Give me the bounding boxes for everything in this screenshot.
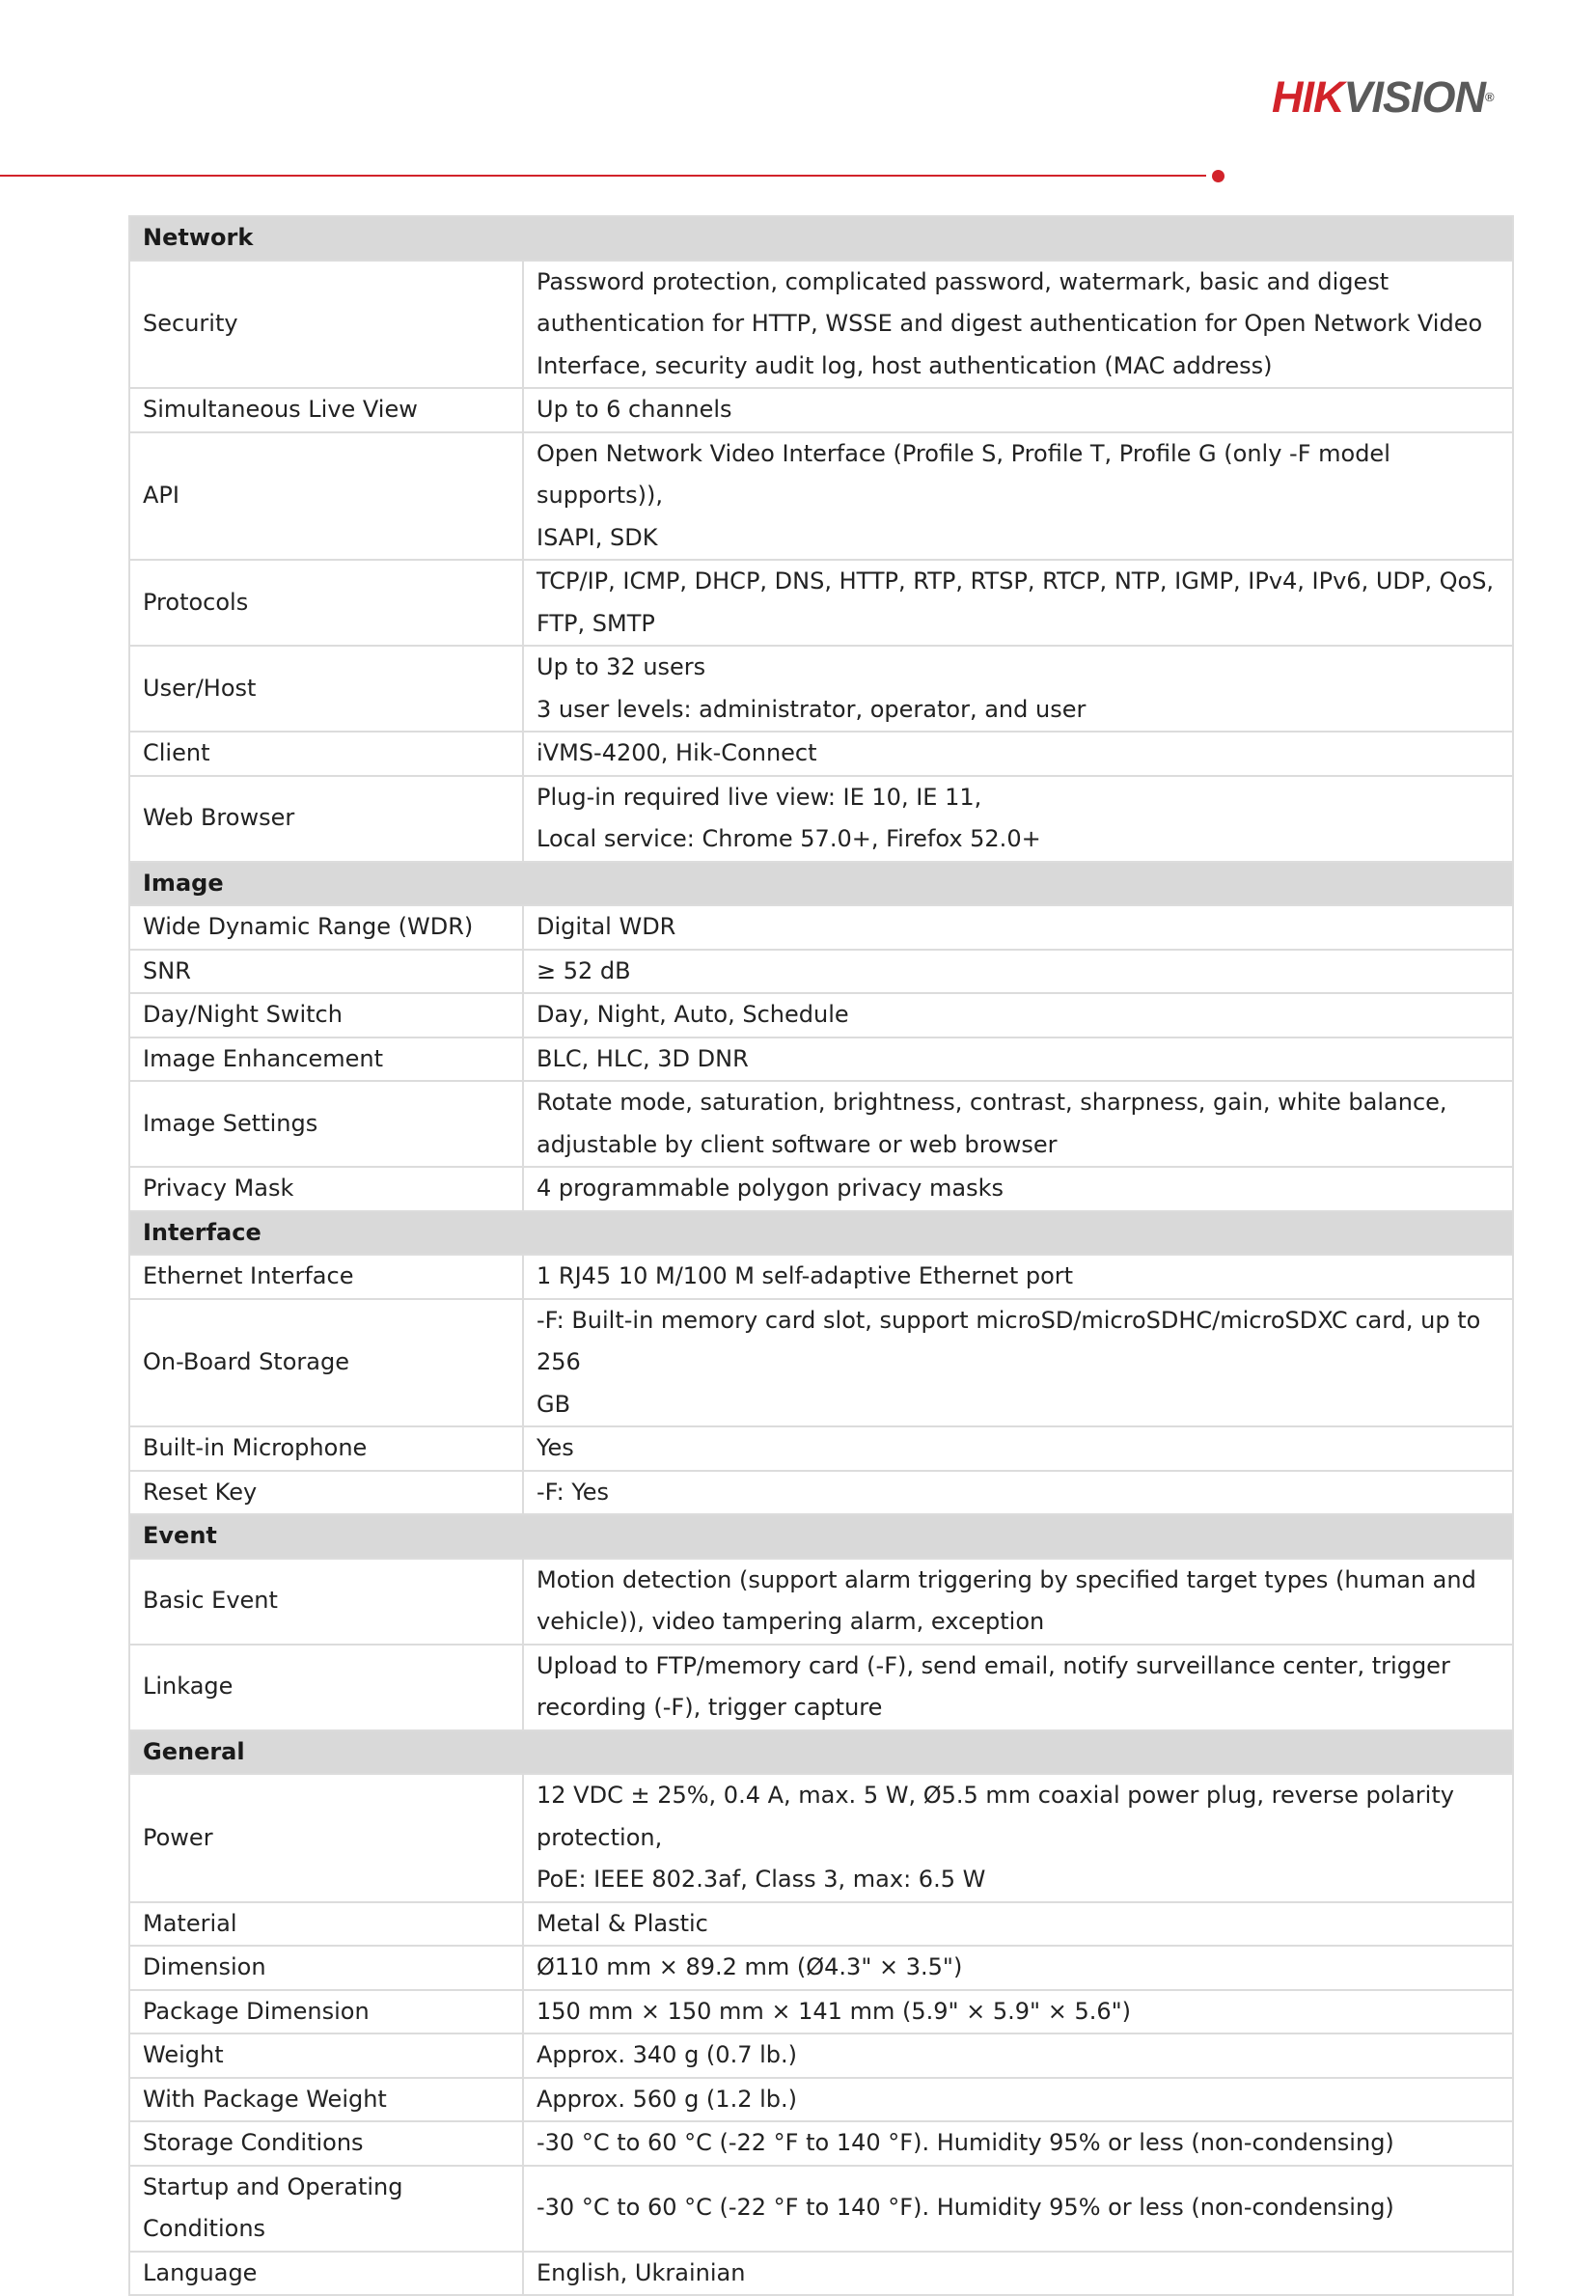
spec-value-line: Metal & Plastic bbox=[537, 1909, 708, 1937]
spec-label-line: Conditions bbox=[143, 2215, 266, 2242]
spec-label: Dimension bbox=[129, 1946, 523, 1990]
section-title: Event bbox=[129, 1514, 1513, 1559]
spec-value-line: -30 °C to 60 °C (-22 °F to 140 °F). Humidity 95% or less (non-condensing) bbox=[537, 2194, 1394, 2222]
spec-value bbox=[523, 1471, 1513, 1515]
spec-value-line: Upload to FTP/memory card (-F), send email, notify surveillance center, trigger bbox=[537, 1651, 1450, 1679]
spec-row bbox=[129, 1426, 1513, 1471]
spec-value-line: -30 °C to 60 °C (-22 °F to 140 °F). Humidity 95% or less (non-condensing) bbox=[537, 2129, 1394, 2156]
spec-value bbox=[523, 388, 1513, 432]
spec-row bbox=[129, 1990, 1513, 2034]
spec-label: Package Dimension bbox=[129, 1990, 523, 2034]
spec-row bbox=[129, 1559, 1513, 1645]
spec-value bbox=[523, 1774, 1513, 1902]
spec-label: Storage Conditions bbox=[129, 2121, 523, 2166]
section-header-row bbox=[129, 1211, 1513, 1256]
spec-value bbox=[523, 1426, 1513, 1471]
spec-value bbox=[523, 261, 1513, 389]
spec-value bbox=[523, 2252, 1513, 2296]
spec-label: Built-in Microphone bbox=[129, 1426, 523, 1471]
spec-label: Privacy Mask bbox=[129, 1167, 523, 1211]
spec-value-line: Day, Night, Auto, Schedule bbox=[537, 1001, 849, 1028]
spec-label: User/Host bbox=[129, 646, 523, 732]
section-title: Interface bbox=[129, 1211, 1513, 1256]
spec-row bbox=[129, 1774, 1513, 1902]
spec-label: Weight bbox=[129, 2033, 523, 2078]
spec-value-line: Up to 6 channels bbox=[537, 396, 732, 423]
spec-value-line: authentication for HTTP, WSSE and digest authentication for Open Network Video bbox=[537, 310, 1483, 337]
header-divider-line bbox=[0, 175, 1206, 177]
spec-value-line: PoE: IEEE 802.3af, Class 3, max: 6.5 W bbox=[537, 1866, 986, 1893]
logo-vision-text: VISION bbox=[1343, 72, 1486, 122]
section-header-row bbox=[129, 1730, 1513, 1775]
spec-row bbox=[129, 2166, 1513, 2252]
section-header-row bbox=[129, 1514, 1513, 1559]
spec-value-line: Yes bbox=[537, 1434, 574, 1461]
spec-value bbox=[523, 1990, 1513, 2034]
spec-row bbox=[129, 646, 1513, 732]
spec-value-line: 1 RJ45 10 M/100 M self-adaptive Ethernet port bbox=[537, 1262, 1074, 1289]
specification-table-body bbox=[129, 216, 1513, 2295]
spec-value-line: ISAPI, SDK bbox=[537, 523, 658, 551]
spec-value-line: iVMS-4200, Hik-Connect bbox=[537, 739, 817, 766]
spec-label: Client bbox=[129, 732, 523, 776]
spec-value-line: 4 programmable polygon privacy masks bbox=[537, 1175, 1004, 1202]
spec-value bbox=[523, 2033, 1513, 2078]
section-header-row bbox=[129, 216, 1513, 261]
spec-label: Language bbox=[129, 2252, 523, 2296]
section-header-row bbox=[129, 862, 1513, 906]
header-divider-dot bbox=[1212, 170, 1225, 182]
spec-value bbox=[523, 2078, 1513, 2122]
spec-value-line: Ø110 mm × 89.2 mm (Ø4.3" × 3.5") bbox=[537, 1953, 963, 1980]
spec-value-line: Local service: Chrome 57.0+, Firefox 52.0+ bbox=[537, 825, 1041, 852]
logo-registered-mark: ® bbox=[1485, 90, 1494, 104]
spec-row bbox=[129, 993, 1513, 1037]
spec-row bbox=[129, 1946, 1513, 1990]
spec-value-line: Interface, security audit log, host authentication (MAC address) bbox=[537, 351, 1273, 379]
spec-label: Simultaneous Live View bbox=[129, 388, 523, 432]
spec-value bbox=[523, 1255, 1513, 1299]
spec-value-line: Open Network Video Interface (Profile S, Profile T, Profile G (only -F model supports)), bbox=[537, 439, 1390, 509]
spec-value-line: Up to 32 users bbox=[537, 653, 706, 680]
spec-label: Power bbox=[129, 1774, 523, 1902]
spec-value-line: protection, bbox=[537, 1823, 663, 1851]
spec-value bbox=[523, 1037, 1513, 1082]
spec-label: Protocols bbox=[129, 560, 523, 646]
logo-hik-text: HIK bbox=[1272, 72, 1344, 122]
spec-value bbox=[523, 776, 1513, 862]
spec-row bbox=[129, 776, 1513, 862]
spec-row bbox=[129, 1645, 1513, 1730]
spec-value-line: English, Ukrainian bbox=[537, 2258, 746, 2286]
spec-value-line: Digital WDR bbox=[537, 913, 676, 940]
spec-row bbox=[129, 1167, 1513, 1211]
spec-value bbox=[523, 646, 1513, 732]
spec-row bbox=[129, 388, 1513, 432]
spec-row bbox=[129, 950, 1513, 994]
spec-row bbox=[129, 1471, 1513, 1515]
spec-value bbox=[523, 1167, 1513, 1211]
spec-value bbox=[523, 905, 1513, 950]
spec-label: Wide Dynamic Range (WDR) bbox=[129, 905, 523, 950]
spec-row bbox=[129, 2033, 1513, 2078]
spec-value bbox=[523, 1559, 1513, 1645]
spec-value bbox=[523, 560, 1513, 646]
specification-table bbox=[128, 215, 1514, 2296]
spec-value-line: adjustable by client software or web browser bbox=[537, 1130, 1058, 1158]
spec-value-line: FTP, SMTP bbox=[537, 609, 655, 637]
spec-row bbox=[129, 2252, 1513, 2296]
spec-row bbox=[129, 1255, 1513, 1299]
spec-label: Image Enhancement bbox=[129, 1037, 523, 1082]
spec-value-line: vehicle)), video tampering alarm, exception bbox=[537, 1608, 1045, 1635]
spec-label: Material bbox=[129, 1902, 523, 1947]
spec-value bbox=[523, 2121, 1513, 2166]
spec-value bbox=[523, 993, 1513, 1037]
hikvision-logo bbox=[1272, 73, 1532, 122]
spec-value bbox=[523, 732, 1513, 776]
spec-value-line: -F: Built-in memory card slot, support microSD/microSDHC/microSDXC card, up to 256 bbox=[537, 1306, 1481, 1375]
spec-row bbox=[129, 432, 1513, 561]
spec-value-line: 12 VDC ± 25%, 0.4 A, max. 5 W, Ø5.5 mm coaxial power plug, reverse polarity bbox=[537, 1782, 1454, 1809]
spec-row bbox=[129, 1299, 1513, 1427]
spec-row bbox=[129, 261, 1513, 389]
spec-value-line: Plug-in required live view: IE 10, IE 11, bbox=[537, 783, 982, 811]
spec-label: Security bbox=[129, 261, 523, 389]
spec-label: SNR bbox=[129, 950, 523, 994]
spec-row bbox=[129, 560, 1513, 646]
spec-label: Ethernet Interface bbox=[129, 1255, 523, 1299]
spec-row bbox=[129, 1081, 1513, 1167]
spec-value bbox=[523, 2166, 1513, 2252]
section-title: General bbox=[129, 1730, 1513, 1775]
spec-value bbox=[523, 1902, 1513, 1947]
spec-value-line: -F: Yes bbox=[537, 1478, 610, 1506]
spec-value-line: Approx. 340 g (0.7 lb.) bbox=[537, 2041, 797, 2068]
spec-value-line: Motion detection (support alarm triggering by specified target types (human and bbox=[537, 1565, 1476, 1593]
spec-value bbox=[523, 1946, 1513, 1990]
spec-value bbox=[523, 1081, 1513, 1167]
spec-value bbox=[523, 1645, 1513, 1730]
spec-row bbox=[129, 732, 1513, 776]
spec-value-line: Rotate mode, saturation, brightness, contrast, sharpness, gain, white balance, bbox=[537, 1089, 1447, 1116]
spec-row bbox=[129, 2078, 1513, 2122]
spec-value-line: ≥ 52 dB bbox=[537, 956, 631, 984]
spec-row bbox=[129, 2121, 1513, 2166]
spec-label: API bbox=[129, 432, 523, 561]
spec-label: Image Settings bbox=[129, 1081, 523, 1167]
spec-value-line: recording (-F), trigger capture bbox=[537, 1694, 883, 1721]
spec-value bbox=[523, 1299, 1513, 1427]
section-title: Image bbox=[129, 862, 1513, 906]
spec-label: Reset Key bbox=[129, 1471, 523, 1515]
spec-label: With Package Weight bbox=[129, 2078, 523, 2122]
spec-value bbox=[523, 432, 1513, 561]
spec-label: On-Board Storage bbox=[129, 1299, 523, 1427]
spec-label bbox=[129, 2166, 523, 2252]
spec-row bbox=[129, 1902, 1513, 1947]
spec-row bbox=[129, 905, 1513, 950]
spec-value-line: BLC, HLC, 3D DNR bbox=[537, 1044, 749, 1072]
spec-value-line: 150 mm × 150 mm × 141 mm (5.9" × 5.9" × 5.6") bbox=[537, 1997, 1132, 2025]
spec-value bbox=[523, 950, 1513, 994]
spec-label: Day/Night Switch bbox=[129, 993, 523, 1037]
spec-value-line: Approx. 560 g (1.2 lb.) bbox=[537, 2085, 797, 2113]
spec-label: Linkage bbox=[129, 1645, 523, 1730]
spec-row bbox=[129, 1037, 1513, 1082]
spec-label: Basic Event bbox=[129, 1559, 523, 1645]
spec-label: Web Browser bbox=[129, 776, 523, 862]
spec-value-line: Password protection, complicated password, watermark, basic and digest bbox=[537, 267, 1390, 295]
spec-value-line: TCP/IP, ICMP, DHCP, DNS, HTTP, RTP, RTSP, RTCP, NTP, IGMP, IPv4, IPv6, UDP, QoS, bbox=[537, 567, 1495, 595]
spec-label-line: Startup and Operating bbox=[143, 2172, 403, 2200]
spec-value-line: GB bbox=[537, 1390, 571, 1418]
spec-value-line: 3 user levels: administrator, operator, and user bbox=[537, 695, 1087, 723]
section-title: Network bbox=[129, 216, 1513, 261]
